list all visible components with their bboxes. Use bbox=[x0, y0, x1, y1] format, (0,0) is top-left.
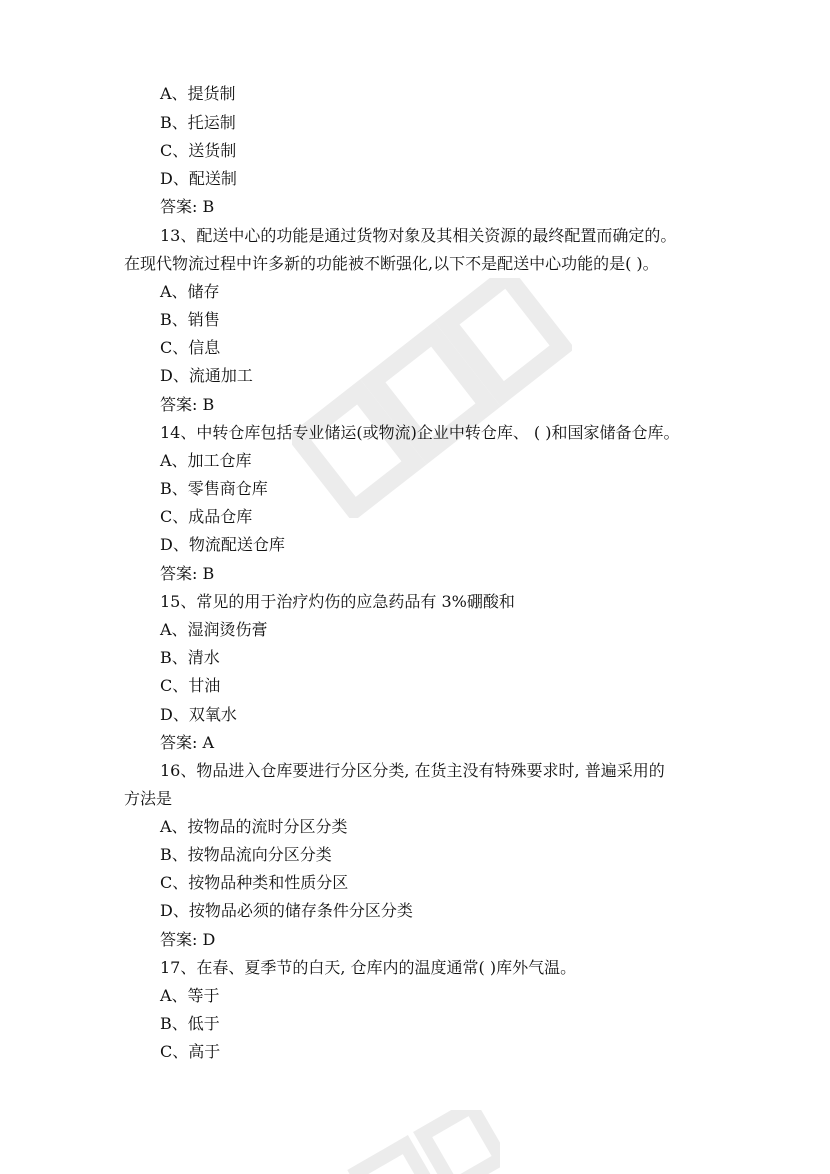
option-b: B、按物品流向分区分类 bbox=[160, 845, 332, 864]
option-a: A、湿润烫伤膏 bbox=[160, 620, 268, 639]
question-text-cont: 方法是 bbox=[124, 789, 173, 808]
question-text: 17、在春、夏季节的白天, 仓库内的温度通常( )库外气温。 bbox=[160, 958, 577, 977]
option-b: B、销售 bbox=[160, 310, 220, 329]
question-text: 13、配送中心的功能是通过货物对象及其相关资源的最终配置而确定的。 bbox=[160, 226, 677, 245]
option-a: A、按物品的流时分区分类 bbox=[160, 817, 348, 836]
answer: 答案: D bbox=[160, 930, 216, 949]
option-d: D、按物品必须的储存条件分区分类 bbox=[160, 901, 413, 920]
question-text: 16、物品进入仓库要进行分区分类, 在货主没有特殊要求时, 普遍采用的 bbox=[160, 761, 665, 780]
watermark-logo bbox=[292, 278, 572, 518]
option-c: C、高于 bbox=[160, 1042, 221, 1061]
question-text-cont: 在现代物流过程中许多新的功能被不断强化,以下不是配送中心功能的是( )。 bbox=[124, 254, 659, 273]
option-b: B、托运制 bbox=[160, 113, 236, 132]
option-b: B、零售商仓库 bbox=[160, 479, 268, 498]
option-a: A、提货制 bbox=[160, 84, 236, 103]
option-b: B、低于 bbox=[160, 1014, 220, 1033]
answer: 答案: A bbox=[160, 733, 215, 752]
option-c: C、成品仓库 bbox=[160, 507, 253, 526]
answer: 答案: B bbox=[160, 395, 215, 414]
option-d: D、物流配送仓库 bbox=[160, 535, 285, 554]
option-d: D、配送制 bbox=[160, 169, 237, 188]
watermark-logo-bottom bbox=[340, 1110, 500, 1174]
question-text: 15、常见的用于治疗灼伤的应急药品有 3%硼酸和 bbox=[160, 592, 515, 611]
option-a: A、储存 bbox=[160, 282, 220, 301]
option-c: C、甘油 bbox=[160, 676, 221, 695]
option-c: C、送货制 bbox=[160, 141, 237, 160]
option-a: A、等于 bbox=[160, 986, 220, 1005]
answer: 答案: B bbox=[160, 197, 215, 216]
option-d: D、双氧水 bbox=[160, 705, 237, 724]
option-b: B、清水 bbox=[160, 648, 220, 667]
answer: 答案: B bbox=[160, 564, 215, 583]
question-text: 14、中转仓库包括专业储运(或物流)企业中转仓库、 ( )和国家储备仓库。 bbox=[160, 423, 680, 442]
option-d: D、流通加工 bbox=[160, 366, 253, 385]
option-c: C、按物品种类和性质分区 bbox=[160, 873, 349, 892]
option-a: A、加工仓库 bbox=[160, 451, 252, 470]
option-c: C、信息 bbox=[160, 338, 221, 357]
